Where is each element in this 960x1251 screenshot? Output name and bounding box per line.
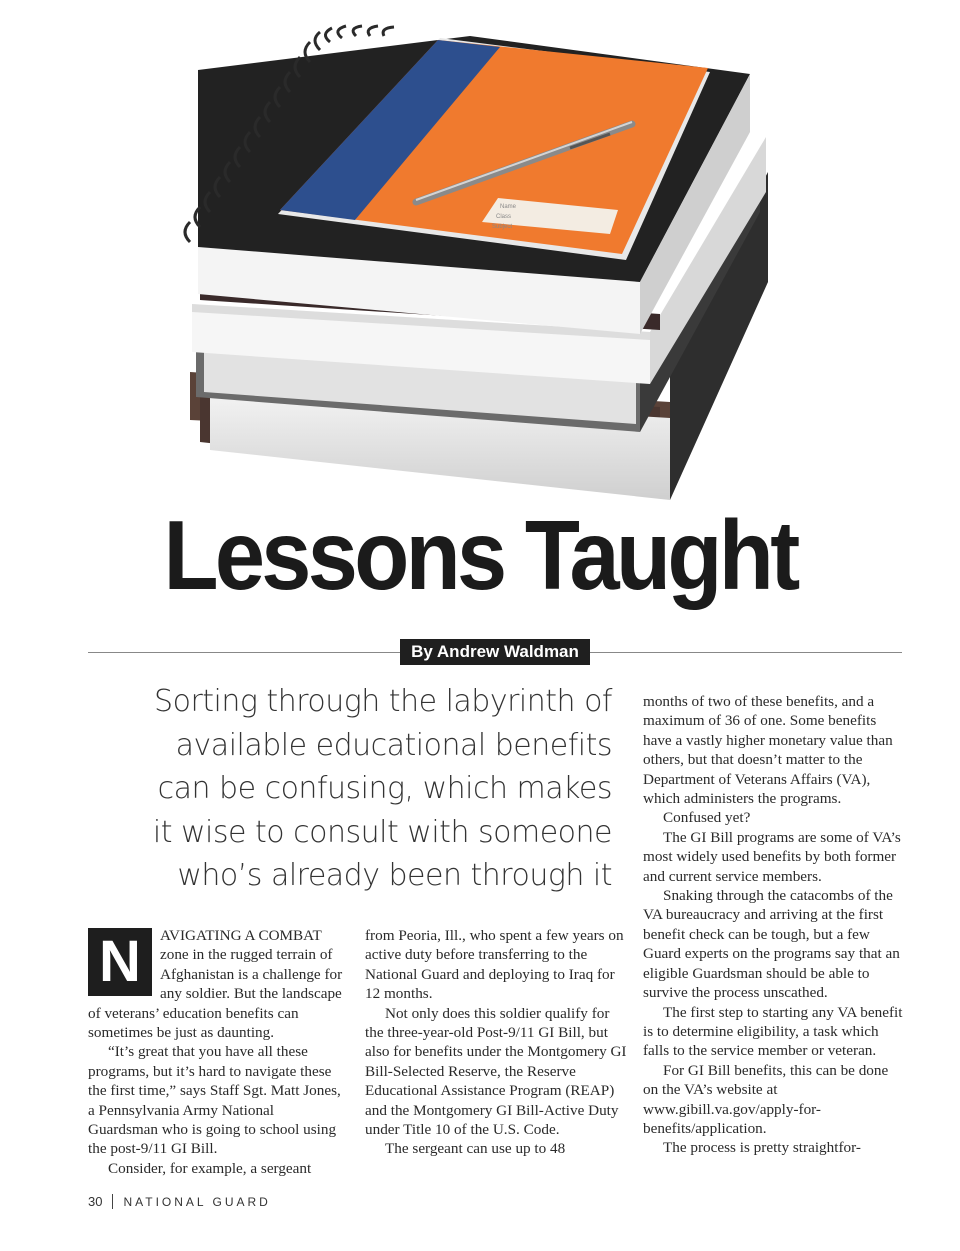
svg-text:Name: Name xyxy=(500,204,517,210)
deck-line: Sorting through the labyrinth of xyxy=(154,684,612,719)
paragraph: The first step to starting any VA benefit is to determine eligibility, a task which falls to the service member or veteran. xyxy=(643,1003,903,1060)
paragraph: For GI Bill benefits, this can be done on the VA’s website at www.gibill.va.gov/apply-for-benefits/application. xyxy=(643,1061,889,1137)
deck-line: can be confusing, which makes xyxy=(157,771,612,806)
deck-line: who’s already been through it xyxy=(177,858,612,893)
paragraph: months of two of these benefits, and a maximum of 36 of one. Some benefits have a vastly higher monetary value than others, but that doesn’t matter to the Department of Veterans Affairs (VA), which administers the programs. xyxy=(643,693,893,808)
article-headline: Lessons Taught xyxy=(163,500,797,610)
page-footer xyxy=(88,1194,271,1209)
svg-text:Class: Class xyxy=(496,214,512,220)
paragraph: AVIGATING A COMBAT zone in the rugged terrain of Afghanistan is a challenge for any soldier. But the landscape of veterans’ education benefits can sometimes be just as daunting. xyxy=(88,927,343,1042)
notebook-stack-photo xyxy=(170,22,790,522)
paragraph: The sergeant can use up to 48 xyxy=(385,1140,566,1158)
paragraph: The GI Bill programs are some of VA’s most widely used benefits by both former and current service members. xyxy=(643,828,901,885)
svg-text:Subject: Subject xyxy=(492,224,513,230)
magazine-name: NATIONAL GUARD xyxy=(123,1195,271,1209)
paragraph: The process is pretty straightfor- xyxy=(663,1139,861,1157)
deck-line: it wise to consult with someone xyxy=(152,814,612,850)
paragraph: “It’s great that you have all these programs, but it’s hard to navigate these the first time,” says Staff Sgt. Matt Jones, a Pennsylvania Army National Guardsman who is going to school using the post-9/11 GI Bill. xyxy=(88,1043,341,1158)
paragraph: Consider, for example, a sergeant xyxy=(108,1159,312,1177)
paragraph: from Peoria, Ill., who spent a few years on active duty before transferring to the National Guard and deploying to Iraq for 12 months. xyxy=(365,927,624,1003)
drop-cap: N xyxy=(88,928,152,996)
deck-line: available educational benefits xyxy=(175,727,612,763)
paragraph: Not only does this soldier qualify for the three-year-old Post-9/11 GI Bill, but also for benefits under the Montgomery GI Bill-Selected Reserve, the Reserve Educational Assistance Program (REAP) and the Montgomery GI Bill-Active Duty under Title 10 of the U.S. Code. xyxy=(365,1004,627,1139)
article-deck xyxy=(120,680,612,898)
paragraph: Snaking through the catacombs of the VA bureaucracy and arriving at the first benefit check can be tough, but a few Guard experts on the programs say that an eligible Guardsman should be able to survive the process unscathed. xyxy=(643,887,900,1002)
byline: By Andrew Waldman xyxy=(400,639,590,665)
page-number: 30 xyxy=(88,1194,113,1209)
body-column-3 xyxy=(643,692,905,1158)
body-column-1 xyxy=(88,926,346,1178)
body-column-2 xyxy=(365,926,627,1159)
paragraph: Confused yet? xyxy=(663,809,751,827)
